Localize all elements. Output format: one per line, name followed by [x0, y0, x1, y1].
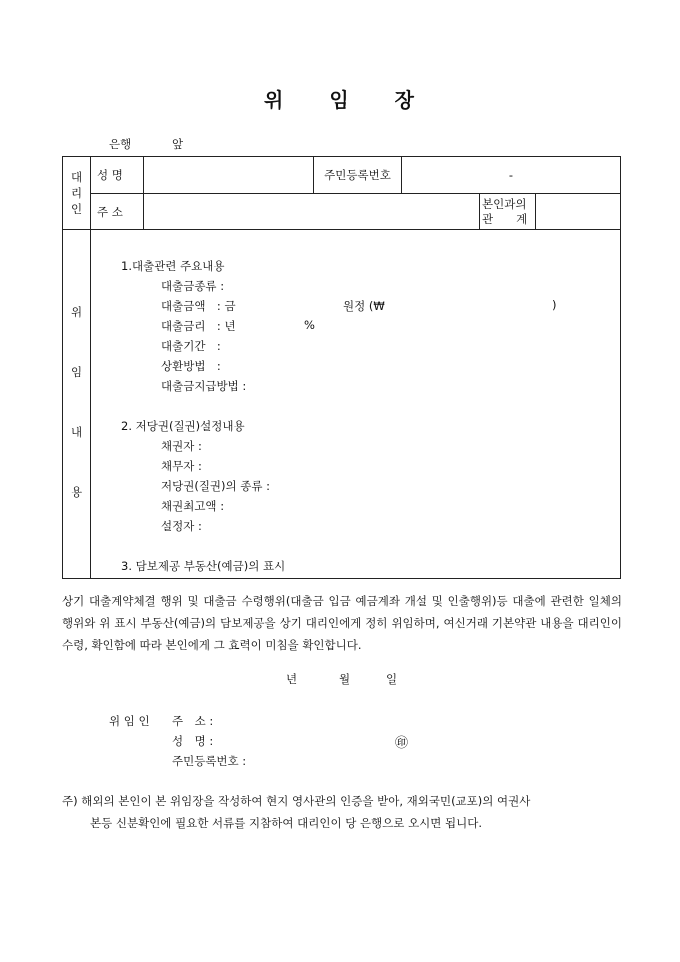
- loan-type: 대출금종류 :: [161, 279, 225, 293]
- agent-address-field[interactable]: [144, 194, 480, 230]
- agent-rrn-label: 주민등록번호: [314, 157, 402, 194]
- addressee-bank: 은행: [109, 137, 132, 151]
- footnote-line: 본등 신분확인에 필요한 서류를 지참하여 대리인이 당 은행으로 오시면 됩니다.: [90, 816, 483, 830]
- loan-period: 대출기간 :: [161, 339, 221, 353]
- loan-amount-close: ): [552, 298, 557, 312]
- confirmation-paragraph: 상기 대출계약체결 행위 및 대출금 수령행위(대출금 입금 예금계좌 개설 및 인출행위)등 대출에 관련한 일체의 행위와 위 표시 부동산(예금)의 담보제공을 상기 대리인에게 정히 위임하며, 여신거래 기본약관 내용을 대리인이 수령, 확인함에 따라 본인에게 그 효력이 미침을 확인합니다.: [62, 594, 622, 652]
- section2-heading: 2. 저당권(질권)설정내용: [121, 419, 245, 433]
- relation-label-line: 본인과의: [482, 196, 527, 211]
- date-day: 일: [386, 672, 398, 686]
- title-char: 위: [264, 88, 286, 112]
- delegator-label: 위 임 인: [109, 714, 150, 728]
- date-year: 년: [286, 672, 298, 686]
- agent-rrn-field[interactable]: [402, 157, 621, 194]
- footnote-line: 주) 해외의 본인이 본 위임장을 작성하여 현지 영사관의 인증을 받아, 재외국민(교포)의 여권사: [62, 794, 531, 808]
- agent-label-char: 대: [70, 170, 83, 184]
- loan-amount-won: 원정 (₩: [343, 299, 385, 313]
- agent-name-label: 성 명: [91, 157, 144, 194]
- setter: 설정자 :: [161, 519, 202, 533]
- section1-heading: 1.대출관련 주요내용: [121, 259, 225, 273]
- delegation-label-char: 임: [70, 365, 83, 379]
- agent-label: [63, 157, 91, 230]
- repayment-method: 상환방법 :: [161, 359, 221, 373]
- delegation-label-char: 용: [70, 485, 83, 499]
- delegator-rrn: 주민등록번호 :: [172, 754, 247, 768]
- max-claim-amount: 채권최고액 :: [161, 499, 225, 513]
- delegation-content[interactable]: [91, 230, 621, 579]
- delegator-address: 주 소 :: [172, 714, 214, 728]
- delegation-label-char: 내: [70, 425, 83, 439]
- loan-rate: 대출금리 : 년: [161, 319, 236, 333]
- footnote: [62, 790, 628, 834]
- title-char: 장: [394, 88, 416, 112]
- delegator-name: 성 명 :: [172, 734, 214, 748]
- mortgage-kind: 저당권(질권)의 종류 :: [161, 479, 271, 493]
- loan-rate-unit: %: [304, 318, 315, 332]
- creditor: 채권자 :: [161, 439, 202, 453]
- debtor: 채무자 :: [161, 459, 202, 473]
- loan-amount: 대출금액 : 금: [161, 299, 236, 313]
- agent-label-char: 인: [70, 202, 83, 216]
- delegation-label-char: 위: [70, 305, 83, 319]
- agent-relation-field[interactable]: [536, 194, 621, 230]
- agent-relation-label: [480, 194, 536, 230]
- relation-label-line: 관 계: [482, 211, 528, 226]
- delegation-form-table: [62, 156, 621, 579]
- agent-rrn-separator: -: [508, 168, 514, 182]
- delegation-label: [63, 230, 91, 579]
- page-title: [0, 84, 680, 113]
- agent-name-field[interactable]: [144, 157, 314, 194]
- title-char: 임: [329, 88, 351, 112]
- disbursement-method: 대출금지급방법 :: [161, 379, 247, 393]
- agent-label-char: 리: [70, 186, 83, 200]
- date-month: 월: [339, 672, 351, 686]
- addressee-front: 앞: [172, 137, 184, 151]
- seal-mark: ㊞: [395, 736, 409, 751]
- agent-address-label: 주 소: [91, 194, 144, 230]
- section3-heading: 3. 담보제공 부동산(예금)의 표시: [121, 559, 286, 573]
